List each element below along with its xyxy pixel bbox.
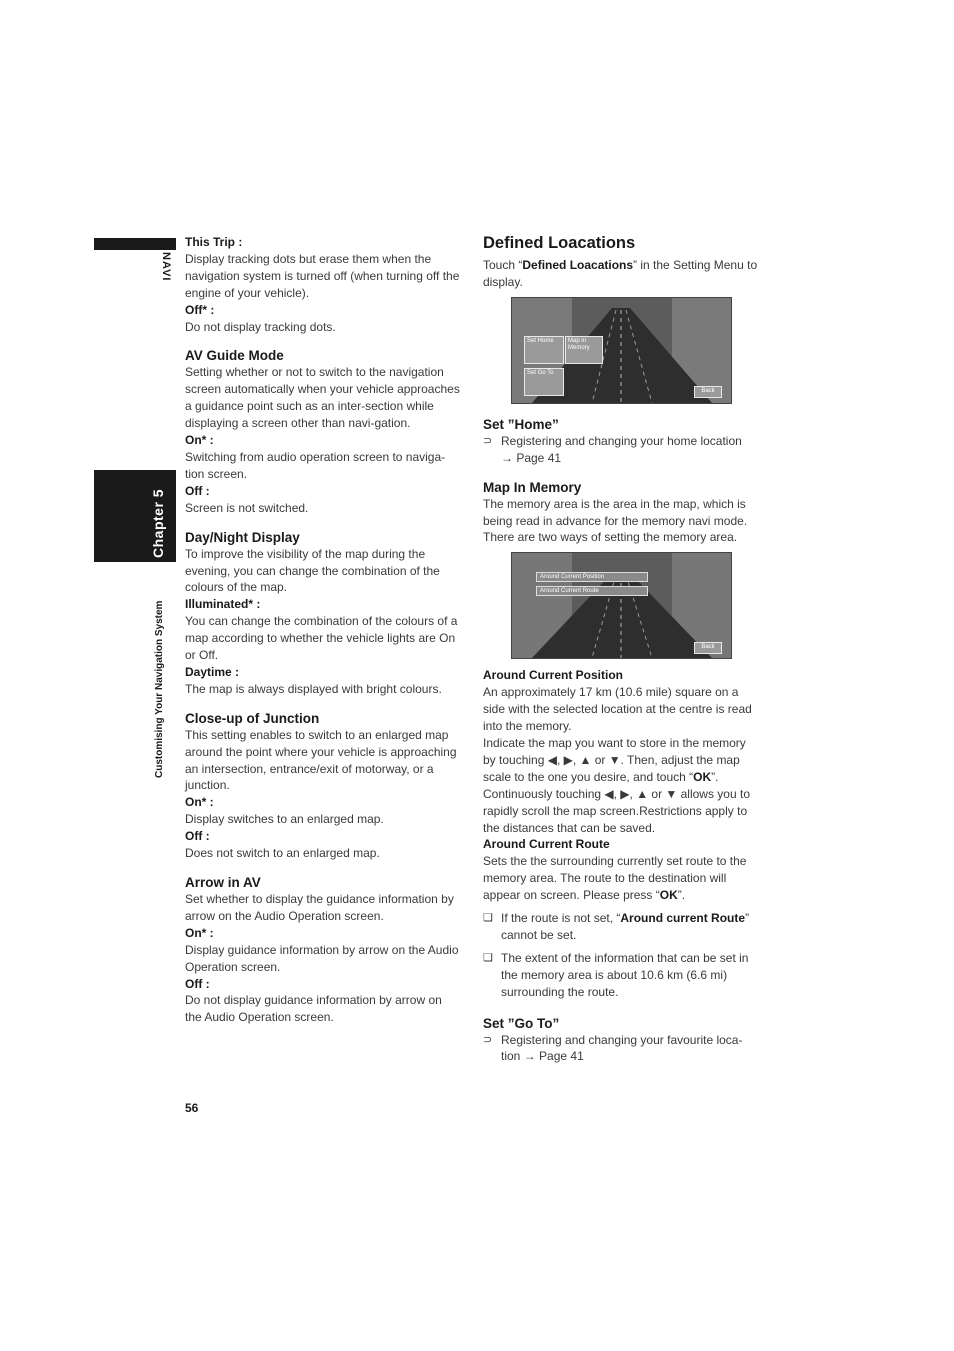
- around-route-desc: Sets the the surrounding currently set route to the memory area. The route to the destination will appear on screen. Please press “OK”.: [483, 854, 747, 903]
- defined-locations-term: Defined Loacations: [522, 258, 634, 272]
- around-position-p2: Indicate the map you want to store in the memory by touching ◀, ▶, ▲ or ▼. Then, adjust the map scale to the one you desire, and touch “OK”.: [483, 735, 746, 784]
- av-guide-on-text: Switching from audio operation screen to naviga-tion screen.: [185, 449, 446, 481]
- closeup-heading: Close-up of Junction: [185, 710, 320, 726]
- right-column: [483, 232, 761, 1065]
- this-trip-text: Display tracking dots but erase them when the navigation system is turned off (when turning off the engine of your vehicle).: [185, 251, 460, 300]
- note-checkbox-icon: ❏: [483, 951, 493, 964]
- note-item: ❏ If the route is not set, “Around current Route” cannot be set.: [483, 911, 750, 942]
- defined-locations-heading: Defined Loacations: [483, 234, 636, 252]
- note-checkbox-icon: ❏: [483, 912, 493, 925]
- closeup-desc: This setting enables to switch to an enlarged map around the point where your vehicle is approaching an intersection, entrance/exit of motorway, or a junction.: [185, 727, 457, 793]
- map-in-memory-heading: Map In Memory: [483, 479, 582, 495]
- av-guide-off-label: Off :: [185, 483, 210, 498]
- closeup-off-label: Off :: [185, 829, 210, 844]
- back-button[interactable]: Back: [694, 386, 722, 398]
- arrow-off-text: Do not display guidance information by arrow on the Audio Operation screen.: [185, 993, 442, 1025]
- arrow-desc: Set whether to display the guidance information by arrow on the Audio Operation screen.: [185, 892, 454, 923]
- reference-icon: ⊃: [483, 1033, 493, 1046]
- arrow-heading: Arrow in AV: [185, 875, 261, 890]
- map-in-memory-desc: The memory area is the area in the map, which is being read in advance for the memory navi mode. There are two ways of setting the memory area.: [483, 496, 748, 545]
- illuminated-text: You can change the combination of the colours of a map according to whether the vehicle lights are On or Off.: [185, 614, 458, 663]
- reference-icon: ⊃: [483, 434, 493, 447]
- av-guide-on-label: On* :: [185, 433, 214, 448]
- section-label: NAVI: [160, 252, 172, 282]
- day-night-heading: Day/Night Display: [185, 529, 300, 545]
- left-column: [185, 234, 460, 1026]
- around-current-position-button[interactable]: Around Current Position: [536, 572, 648, 582]
- arrow-on-text: Display guidance information by arrow on the Audio Operation screen.: [185, 942, 459, 974]
- arrow-off-label: Off :: [185, 976, 210, 991]
- around-current-route-button[interactable]: Around Current Route: [536, 586, 648, 596]
- this-trip-label: This Trip :: [185, 235, 243, 249]
- set-go-to-button[interactable]: Set Go To: [524, 368, 564, 396]
- closeup-off-text: Does not switch to an enlarged map.: [185, 846, 380, 861]
- chapter-label: Chapter 5: [150, 488, 166, 558]
- page-reference: → Page 41: [523, 1049, 584, 1064]
- av-guide-desc: Setting whether or not to switch to the navigation screen automatically when your vehicle approaches a guidance point such as an inter-section while displaying a screen other than navi-gation.: [185, 365, 460, 431]
- daytime-text: The map is always displayed with bright colours.: [185, 681, 442, 696]
- set-go-to-bullet: ⊃ Registering and changing your favourite loca-tion → Page 41: [483, 1032, 743, 1064]
- map-in-memory-screenshot: [511, 552, 732, 659]
- around-position-p1: An approximately 17 km (10.6 mile) square on a side with the selected location at the centre is read into the memory.: [483, 685, 752, 734]
- day-night-desc: To improve the visibility of the map during the evening, you can change the combination of the colours of the map.: [185, 546, 440, 595]
- set-home-button[interactable]: Set Home: [524, 336, 564, 364]
- illuminated-label: Illuminated* :: [185, 597, 261, 612]
- set-home-heading: Set ”Home”: [483, 416, 559, 432]
- off-star-label: Off* :: [185, 302, 215, 317]
- closeup-on-text: Display switches to an enlarged map.: [185, 812, 384, 827]
- arrow-on-label: On* :: [185, 925, 214, 940]
- av-guide-off-text: Screen is not switched.: [185, 500, 309, 515]
- defined-locations-screenshot: [511, 297, 732, 404]
- chapter-title-vertical: Customising Your Navigation System: [154, 600, 165, 778]
- page-reference: → Page 41: [501, 450, 562, 465]
- set-home-bullet: ⊃ Registering and changing your home location → Page 41: [483, 433, 742, 465]
- note-item: ❏ The extent of the information that can be set in the memory area is about 10.6 km (6.6 mi) surrounding the route.: [483, 950, 749, 999]
- daytime-label: Daytime :: [185, 664, 240, 679]
- av-guide-heading: AV Guide Mode: [185, 348, 284, 364]
- defined-locations-intro: Touch “Defined Loacations” in the Setting Menu to display.: [483, 258, 758, 289]
- sidebar-top-bar: [94, 238, 176, 250]
- around-position-heading: Around Current Position: [483, 668, 623, 683]
- page-number: 56: [185, 1101, 199, 1115]
- around-route-heading: Around Current Route: [483, 837, 610, 852]
- back-button[interactable]: Back: [694, 642, 722, 654]
- set-go-to-heading: Set ”Go To”: [483, 1015, 560, 1031]
- around-position-p3: Continuously touching ◀, ▶, ▲ or ▼ allows you to rapidly scroll the map screen.Restrictions apply to the distances that can be saved.: [483, 786, 750, 835]
- off-star-text: Do not display tracking dots.: [185, 319, 336, 334]
- map-in-memory-button[interactable]: Map in Memory: [565, 336, 603, 364]
- closeup-on-label: On* :: [185, 795, 214, 810]
